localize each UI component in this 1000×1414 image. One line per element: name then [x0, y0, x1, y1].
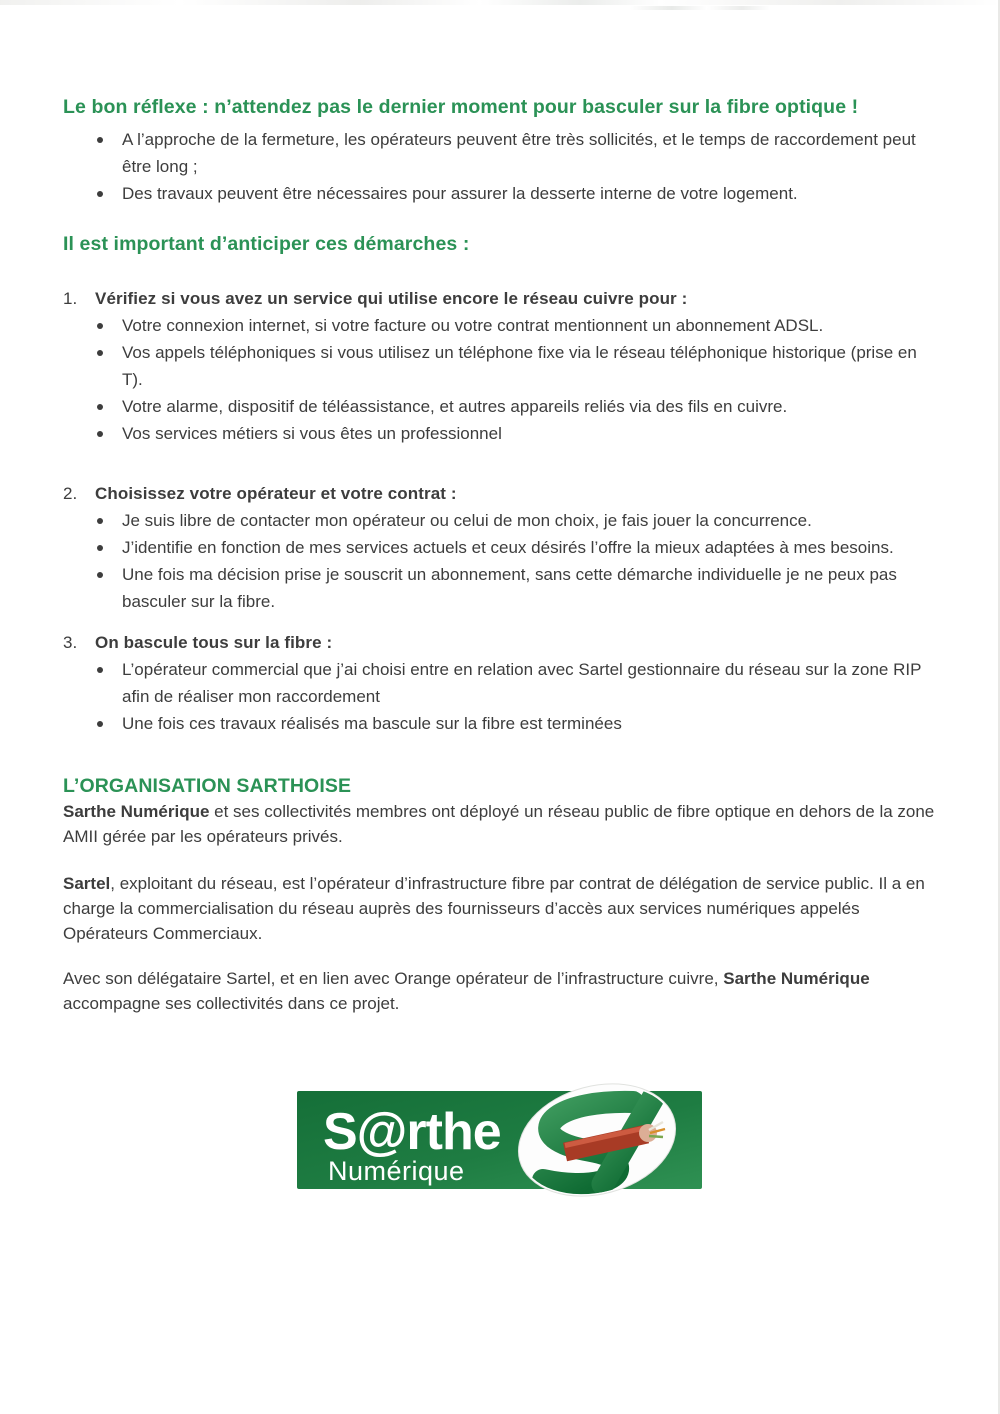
bold-brand-text: Sarthe Numérique: [723, 969, 870, 988]
heading-organisation-sarthoise: L’ORGANISATION SARTHOISE: [63, 775, 352, 797]
step-bullet-list: [63, 312, 936, 447]
list-item: J’identifie en fonction de mes services actuels et ceux désirés l’offre la mieux adaptées à mes besoins.: [95, 534, 936, 561]
paragraph-sarthe-numerique: [63, 799, 936, 849]
fiber-cable-s-emblem-icon: [506, 1067, 689, 1213]
bold-brand-text: Sartel: [63, 874, 111, 893]
bold-brand-text: Sarthe Numérique: [63, 802, 210, 821]
logo-brand-wordmark: S@rthe: [323, 1103, 501, 1161]
step-bullet-list: [63, 507, 936, 615]
organisation-section: [63, 773, 936, 1016]
list-item: Vos appels téléphoniques si vous utilisez un téléphone fixe via le réseau téléphonique historique (prise en T).: [95, 339, 936, 393]
heading-anticiper-demarches: Il est important d’anticiper ces démarches :: [63, 233, 470, 255]
step-number: 2.: [63, 484, 78, 503]
step-verifiez-service: [63, 285, 936, 447]
logo-sub-wordmark: Numérique: [328, 1156, 465, 1186]
step-number: 3.: [63, 633, 78, 652]
heading-bon-reflexe: Le bon réflexe : n’attendez pas le dernier moment pour basculer sur la fibre optique !: [63, 96, 859, 118]
list-item: Une fois ma décision prise je souscrit un abonnement, sans cette démarche individuelle je ne peux pas basculer sur la fibre.: [95, 561, 936, 615]
intro-bullet-list: [63, 126, 936, 207]
paragraph-text: accompagne ses collectivités dans ce projet.: [63, 994, 400, 1013]
list-item: Des travaux peuvent être nécessaires pour assurer la desserte interne de votre logement.: [95, 180, 936, 207]
step-head: [63, 629, 936, 656]
step-head: [63, 285, 936, 312]
list-item: Votre alarme, dispositif de téléassistance, et autres appareils reliés via des fils en cuivre.: [95, 393, 936, 420]
list-item: Une fois ces travaux réalisés ma bascule sur la fibre est terminées: [95, 710, 936, 737]
paragraph-text: et ses collectivités membres ont déployé un réseau public de fibre optique en dehors de la zone AMII gérée par les opérateurs privés.: [63, 802, 935, 846]
list-item: Vos services métiers si vous êtes un professionnel: [95, 420, 936, 447]
step-bascule-fibre: [63, 629, 936, 737]
list-item: Je suis libre de contacter mon opérateur ou celui de mon choix, je fais jouer la concurrence.: [95, 507, 936, 534]
step-head: [63, 480, 936, 507]
step-title: Vérifiez si vous avez un service qui utilise encore le réseau cuivre pour :: [95, 289, 688, 308]
step-title: On bascule tous sur la fibre :: [95, 633, 333, 652]
list-item: Votre connexion internet, si votre facture ou votre contrat mentionnent un abonnement ADSL.: [95, 312, 936, 339]
step-number: 1.: [63, 289, 78, 308]
paragraph-delegataire: [63, 966, 936, 1016]
sarthe-numerique-logo: [297, 1082, 702, 1200]
paragraph-sartel: [63, 871, 936, 946]
list-item: L’opérateur commercial que j’ai choisi entre en relation avec Sartel gestionnaire du réseau sur la zone RIP afin de réaliser mon raccordement: [95, 656, 936, 710]
step-bullet-list: [63, 656, 936, 737]
list-item: A l’approche de la fermeture, les opérateurs peuvent être très sollicités, et le temps de raccordement peut être long ;: [95, 126, 936, 180]
step-title: Choisissez votre opérateur et votre contrat :: [95, 484, 457, 503]
paragraph-text: , exploitant du réseau, est l’opérateur d’infrastructure fibre par contrat de délégation de service public. Il a en charge la commercialisation du réseau auprès des fournisseurs d’accès aux services numériques appelés Opérateurs Commerciaux.: [63, 874, 925, 943]
step-choisissez-operateur: [63, 480, 936, 615]
paragraph-text: Avec son délégataire Sartel, et en lien avec Orange opérateur de l’infrastructure cuivre,: [63, 969, 724, 988]
scan-artifact-top: [0, 0, 1000, 5]
sarthe-numerique-logo-graphic: [297, 1082, 702, 1200]
scan-artifact-speck: [630, 6, 770, 10]
